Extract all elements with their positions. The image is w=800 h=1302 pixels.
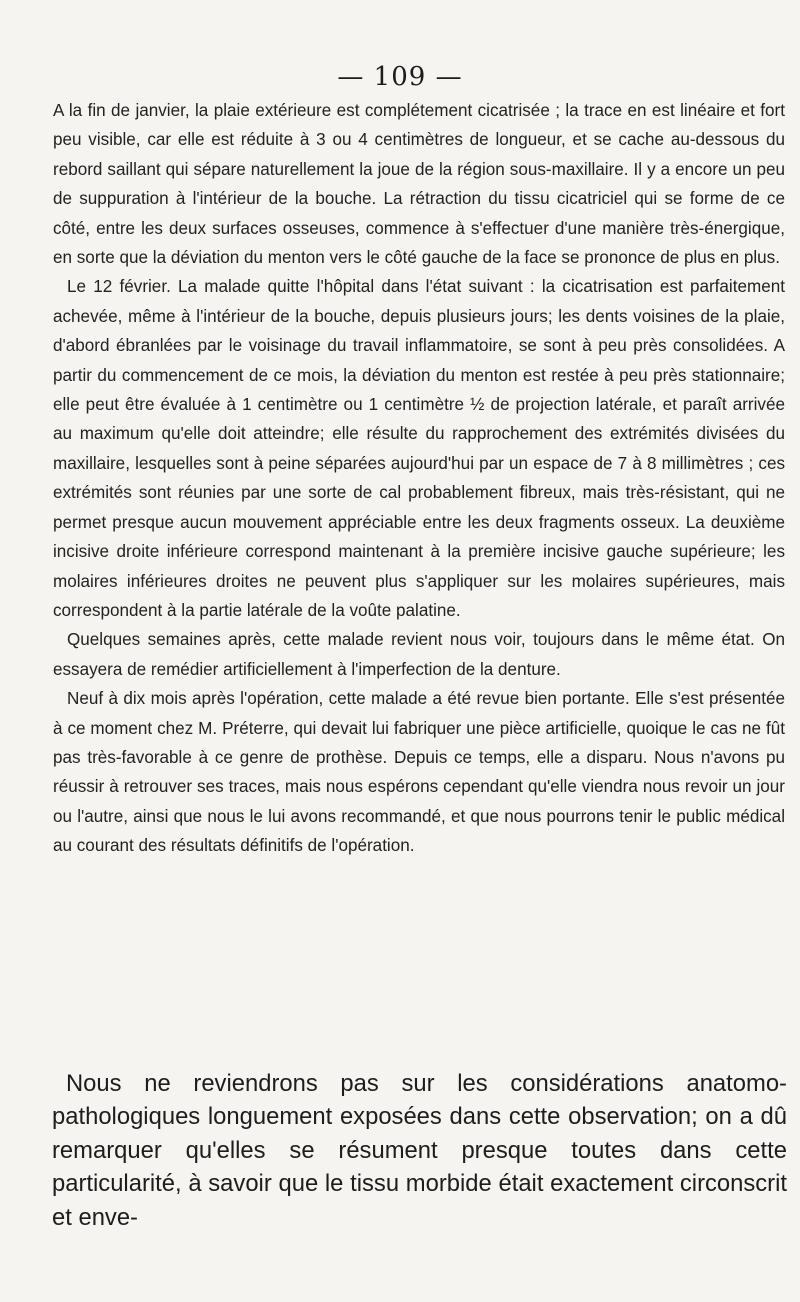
- body-text: [53, 96, 785, 861]
- paragraph-months-after: Neuf à dix mois après l'opération, cette malade a été revue bien portante. Elle s'est présentée à ce moment chez M. Préterre, qui devait lui fabriquer une pièce artificielle, quoique le cas ne fût pas très-favorable à ce genre de prothèse. Depuis ce temps, elle a disparu. Nous n'avons pu réussir à retrouver ses traces, mais nous espérons cependant qu'elle viendra nous revoir un jour ou l'autre, ainsi que nous le lui avons recommandé, et que nous pourrons tenir le public médical au courant des résultats définitifs de l'opération.: [53, 689, 785, 856]
- paragraph-january: A la fin de janvier, la plaie extérieure est complétement cicatrisée ; la trace en est linéaire et fort peu visible, car elle est réduite à 3 ou 4 centimètres de longueur, et se cache au-dessous du rebord saillant qui sépare naturellement la joue de la région sous-maxillaire. Il y a encore un peu de suppuration à l'intérieur de la bouche. La rétraction du tissu cicatriciel qui se forme de ce côté, entre les deux surfaces osseuses, commence à s'effectuer d'une manière très-énergique, en sorte que la déviation du menton vers le côté gauche de la face se prononce de plus en plus.: [53, 101, 785, 268]
- paragraph-considerations: Nous ne reviendrons pas sur les considérations anatomo-pathologiques longuement exposées dans cette observation; on a dû remarquer qu'elles se résument presque toutes dans cette particularité, à savoir que le tissu morbide était exactement circonscrit et enve-: [52, 1070, 787, 1231]
- paragraph-february: Le 12 février. La malade quitte l'hôpital dans l'état suivant : la cicatrisation est parfaitement achevée, même à l'intérieur de la bouche, depuis plusieurs jours; les dents voisines de la plaie, d'abord ébranlées par le voisinage du travail inflammatoire, se sont à peu près consolidées. A partir du commencement de ce mois, la déviation du menton est restée à peu près stationnaire; elle peut être évaluée à 1 centimètre ou 1 centimètre ½ de projection latérale, et paraît arrivée au maximum qu'elle doit atteindre; elle résulte du rapprochement des extrémités divisées du maxillaire, lesquelles sont à peine séparées aujourd'hui par un espace de 7 à 8 millimètres ; ces extrémités sont réunies par une sorte de cal probablement fibreux, mais très-résistant, qui ne permet presque aucun mouvement appréciable entre les deux fragments osseux. La deuxième incisive droite inférieure correspond maintenant à la première incisive gauche supérieure; les molaires inférieures droites ne peuvent plus s'appliquer sur les molaires supérieures, mais correspondent à la partie latérale de la voûte palatine.: [53, 277, 785, 620]
- large-text-block: [52, 1067, 787, 1234]
- paragraph-weeks-after: Quelques semaines après, cette malade revient nous voir, toujours dans le même état. On essayera de remédier artificiellement à l'imperfection de la denture.: [53, 630, 785, 679]
- page-number: — 109 —: [337, 62, 463, 92]
